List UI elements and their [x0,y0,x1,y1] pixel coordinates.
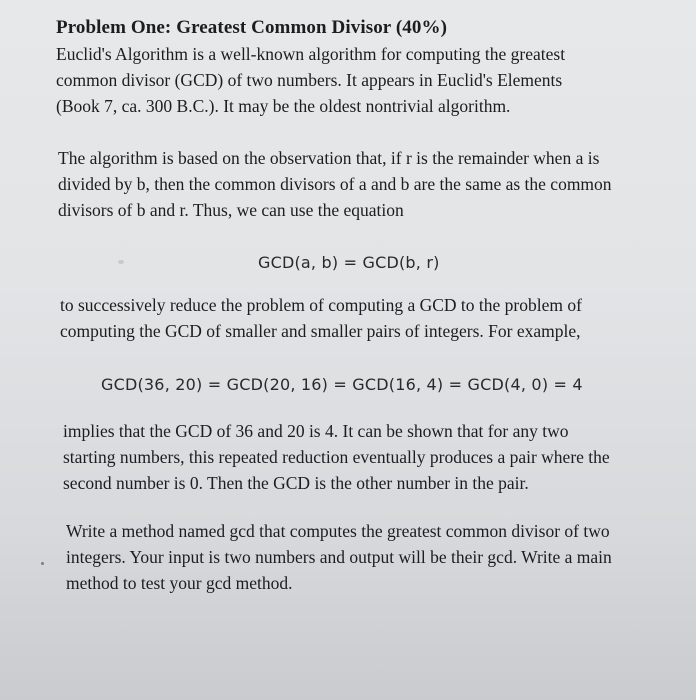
equation-gcd-recurrence: GCD(a, b) = GCD(b, r) [258,253,440,272]
paragraph-3-line-2: computing the GCD of smaller and smaller pairs of integers. For example, [60,321,581,341]
paragraph-5-line-3: method to test your gcd method. [66,573,293,593]
paragraph-1-line-2: common divisor (GCD) of two numbers. It appears in Euclid's Elements [56,70,563,90]
equation-gcd-example: GCD(36, 20) = GCD(20, 16) = GCD(16, 4) = GCD(4, 0) = 4 [101,375,583,394]
paragraph-2-line-3: divisors of b and r. Thus, we can use the equation [58,200,404,220]
paragraph-2-line-1: The algorithm is based on the observation that, if r is the remainder when a is [58,148,600,168]
paragraph-1-line-3: (Book 7, ca. 300 B.C.). It may be the oldest nontrivial algorithm. [56,96,511,116]
paragraph-1-line-1: Euclid's Algorithm is a well-known algorithm for computing the greatest [56,44,566,64]
paper-smudge [118,260,124,264]
paragraph-4-line-3: second number is 0. Then the GCD is the other number in the pair. [63,473,529,493]
paragraph-2-line-2: divided by b, then the common divisors of a and b are the same as the common [58,174,612,194]
paragraph-3-line-1: to successively reduce the problem of computing a GCD to the problem of [60,295,582,315]
paragraph-5-line-1: Write a method named gcd that computes the greatest common divisor of two [66,521,610,541]
paragraph-4-line-1: implies that the GCD of 36 and 20 is 4. It can be shown that for any two [63,421,569,441]
paragraph-4-line-2: starting numbers, this repeated reduction eventually produces a pair where the [63,447,610,467]
bullet-dot-icon [41,562,44,565]
paragraph-5-line-2: integers. Your input is two numbers and output will be their gcd. Write a main [66,547,612,567]
problem-title: Problem One: Greatest Common Divisor (40%) [56,17,447,38]
